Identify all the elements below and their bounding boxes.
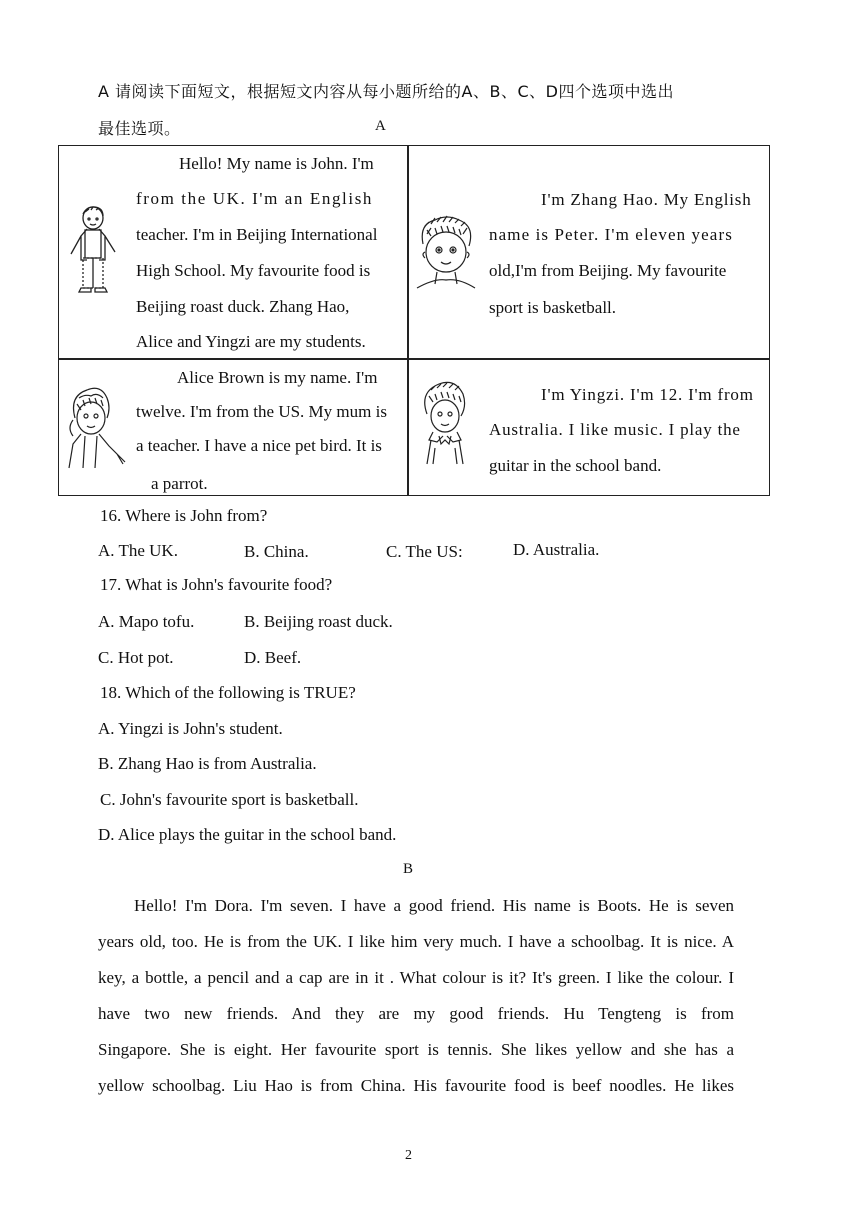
zhanghao-line-4: sport is basketball. <box>489 298 617 317</box>
yingzi-line-2: Australia. I like music. I play the <box>489 420 741 439</box>
section-b-label: B <box>403 861 414 877</box>
section-a-label: A <box>375 118 386 134</box>
john-line-1: Hello! My name is John. I'm <box>179 154 374 173</box>
q18-option-b[interactable]: B. Zhang Hao is from Australia. <box>98 754 317 773</box>
alice-line-4: a parrot. <box>151 474 208 493</box>
john-line-2: from the UK. I'm an English <box>136 189 374 208</box>
yingzi-line-1: I'm Yingzi. I'm 12. I'm from <box>541 385 754 404</box>
passage-b-line-5: Singapore. She is eight. Her favourite sport is tennis. She likes yellow and she has a <box>98 1040 734 1059</box>
alice-line-2: twelve. I'm from the US. My mum is <box>136 402 387 421</box>
zhanghao-line-2: name is Peter. I'm eleven years <box>489 225 733 244</box>
john-line-6: Alice and Yingzi are my students. <box>136 332 366 351</box>
table-vertical-divider <box>407 146 409 495</box>
q18-stem: 18. Which of the following is TRUE? <box>100 683 356 702</box>
profile-table <box>58 145 770 496</box>
john-line-4: High School. My favourite food is <box>136 261 371 280</box>
passage-b-line-1: Hello! I'm Dora. I'm seven. I have a good friend. His name is Boots. He is seven <box>134 896 734 915</box>
q16-option-c[interactable]: C. The US: <box>386 542 463 561</box>
yingzi-line-3: guitar in the school band. <box>489 456 662 475</box>
passage-b-line-3: key, a bottle, a pencil and a cap are in it . What colour is it? It's green. I like the colour. I <box>98 968 734 987</box>
alice-line-1: Alice Brown is my name. I'm <box>177 368 378 387</box>
page-number: 2 <box>405 1148 412 1163</box>
q16-option-d[interactable]: D. Australia. <box>513 540 600 559</box>
q16-stem: 16. Where is John from? <box>100 506 268 525</box>
q16-option-b[interactable]: B. China. <box>244 542 309 561</box>
passage-b-line-2: years old, too. He is from the UK. I like him very much. I have a schoolbag. It is nice. A <box>98 932 734 951</box>
instruction-line-1: A 请阅读下面短文，根据短文内容从每小题所给的A、B、C、D四个选项中选出 <box>98 82 674 101</box>
q18-option-c[interactable]: C. John's favourite sport is basketball. <box>100 790 359 809</box>
table-horizontal-divider <box>59 358 769 360</box>
john-line-5: Beijing roast duck. Zhang Hao, <box>136 297 350 316</box>
girl-pointing-icon <box>65 384 127 475</box>
q17-option-d[interactable]: D. Beef. <box>244 648 302 667</box>
q17-option-a[interactable]: A. Mapo tofu. <box>98 612 195 631</box>
passage-b-line-4: have two new friends. And they are my good friends. Hu Tengteng is from <box>98 1004 734 1023</box>
boy-teacher-figure-icon <box>65 204 121 301</box>
q18-option-a[interactable]: A. Yingzi is John's student. <box>98 719 283 738</box>
zhanghao-line-3: old,I'm from Beijing. My favourite <box>489 261 727 280</box>
q16-option-a[interactable]: A. The UK. <box>98 541 178 560</box>
instruction-line-2: 最佳选项。 <box>98 119 181 138</box>
girl-clapping-icon <box>415 378 477 473</box>
john-line-3: teacher. I'm in Beijing International <box>136 225 378 244</box>
q17-stem: 17. What is John's favourite food? <box>100 575 333 594</box>
boy-face-icon <box>415 214 477 295</box>
q17-option-b[interactable]: B. Beijing roast duck. <box>244 612 393 631</box>
q18-option-d[interactable]: D. Alice plays the guitar in the school band. <box>98 825 397 844</box>
alice-line-3: a teacher. I have a nice pet bird. It is <box>136 436 382 455</box>
zhanghao-line-1: I'm Zhang Hao. My English <box>541 190 752 209</box>
q17-option-c[interactable]: C. Hot pot. <box>98 648 174 667</box>
passage-b-line-6: yellow schoolbag. Liu Hao is from China. His favourite food is beef noodles. He likes <box>98 1076 734 1095</box>
